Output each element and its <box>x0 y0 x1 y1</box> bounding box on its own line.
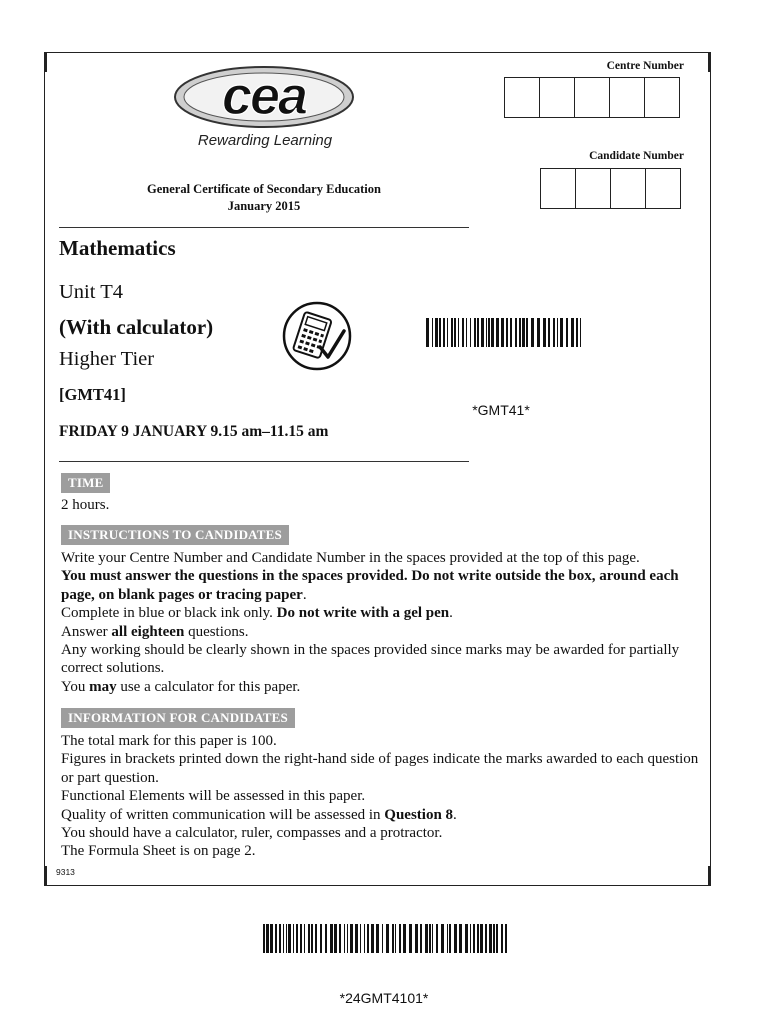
instruction-text-bold: may <box>89 678 117 695</box>
information-body <box>61 732 706 861</box>
information-line: The Formula Sheet is on page 2. <box>61 843 256 860</box>
instruction-text: . <box>302 586 307 603</box>
candidate-number-digit[interactable] <box>540 168 576 209</box>
paper-barcode-label: *GMT41* <box>472 402 530 418</box>
corner-mark-top-left <box>44 52 47 72</box>
centre-number-digit[interactable] <box>644 77 680 118</box>
instruction-text: You <box>61 678 90 695</box>
instruction-text: Any working should be clearly shown in the spaces provided since marks may be awarded for partially correct solutions. <box>61 642 680 677</box>
centre-number-digit[interactable] <box>609 77 645 118</box>
exam-session: January 2015 <box>227 199 301 213</box>
information-text: Quality of written communication will be assessed in <box>61 806 385 823</box>
centre-number-label: Centre Number <box>606 60 684 72</box>
information-line: The total mark for this paper is 100. <box>61 733 277 749</box>
calculator-label: (With calculator) <box>59 315 214 339</box>
time-value: 2 hours. <box>61 497 110 513</box>
instruction-line <box>61 604 706 622</box>
instruction-text-bold: You must answer the questions in the spaces provided. Do not write outside the box, around each page, on blank pages or tracing paper <box>61 568 679 603</box>
instruction-text: Answer <box>61 623 112 640</box>
cea-logo <box>172 64 358 130</box>
instructions-body <box>61 549 706 696</box>
centre-number-boxes[interactable] <box>504 77 680 118</box>
information-line: Figures in brackets printed down the right-hand side of pages indicate the marks awarded to each question or part question. <box>61 751 699 786</box>
candidate-number-digit[interactable] <box>645 168 681 209</box>
corner-mark-bottom-right <box>708 866 711 886</box>
paper-code: [GMT41] <box>59 385 126 404</box>
information-line: You should have a calculator, ruler, compasses and a protractor. <box>61 825 443 842</box>
exam-date-time: FRIDAY 9 JANUARY 9.15 am–11.15 am <box>59 423 329 440</box>
page-barcode <box>263 924 507 953</box>
candidate-number-boxes[interactable] <box>540 168 681 209</box>
footer-code: 9313 <box>56 867 75 877</box>
centre-number-digit[interactable] <box>574 77 610 118</box>
corner-mark-bottom-left <box>44 866 47 886</box>
exam-header <box>102 181 426 215</box>
logo-tagline: Rewarding Learning <box>197 132 333 149</box>
barcode-gap <box>581 318 582 347</box>
svg-text:cea: cea <box>221 66 307 126</box>
information-line: Functional Elements will be assessed in this paper. <box>61 788 366 805</box>
tier-label: Higher Tier <box>59 348 155 370</box>
subject-title: Mathematics <box>59 236 176 260</box>
corner-mark-top-right <box>708 52 711 72</box>
paper-barcode <box>426 318 582 347</box>
candidate-number-digit[interactable] <box>575 168 611 209</box>
instruction-line <box>61 678 706 696</box>
instruction-text: . <box>449 605 453 622</box>
instructions-heading: INSTRUCTIONS TO CANDIDATES <box>61 525 289 545</box>
barcode-bar <box>505 924 507 953</box>
information-heading: INFORMATION FOR CANDIDATES <box>61 708 295 728</box>
divider-bottom <box>59 461 469 462</box>
instruction-text: Write your Centre Number and Candidate Number in the spaces provided at the top of this page. <box>61 550 640 566</box>
instruction-line <box>61 567 706 604</box>
instruction-text: questions. <box>184 623 249 640</box>
time-heading: TIME <box>61 473 110 493</box>
instruction-text-bold: all eighteen <box>111 623 185 640</box>
page-barcode-label: *24GMT4101* <box>339 990 429 1006</box>
instruction-line <box>61 623 706 641</box>
instruction-line <box>61 549 706 567</box>
instruction-line <box>61 641 706 678</box>
information-text-bold: Question 8 <box>384 806 454 823</box>
divider-top <box>59 227 469 228</box>
centre-number-digit[interactable] <box>504 77 540 118</box>
instruction-text: Complete in blue or black ink only. <box>61 605 277 622</box>
centre-number-digit[interactable] <box>539 77 575 118</box>
instruction-text: use a calculator for this paper. <box>116 678 301 695</box>
calculator-allowed-icon <box>280 301 354 371</box>
unit-label: Unit T4 <box>59 281 123 303</box>
qualification-title: General Certificate of Secondary Education <box>147 182 381 196</box>
instruction-text-bold: Do not write with a gel pen <box>276 605 450 622</box>
candidate-number-digit[interactable] <box>610 168 646 209</box>
information-line <box>61 806 706 824</box>
candidate-number-label: Candidate Number <box>589 150 684 162</box>
information-text: . <box>453 806 457 823</box>
